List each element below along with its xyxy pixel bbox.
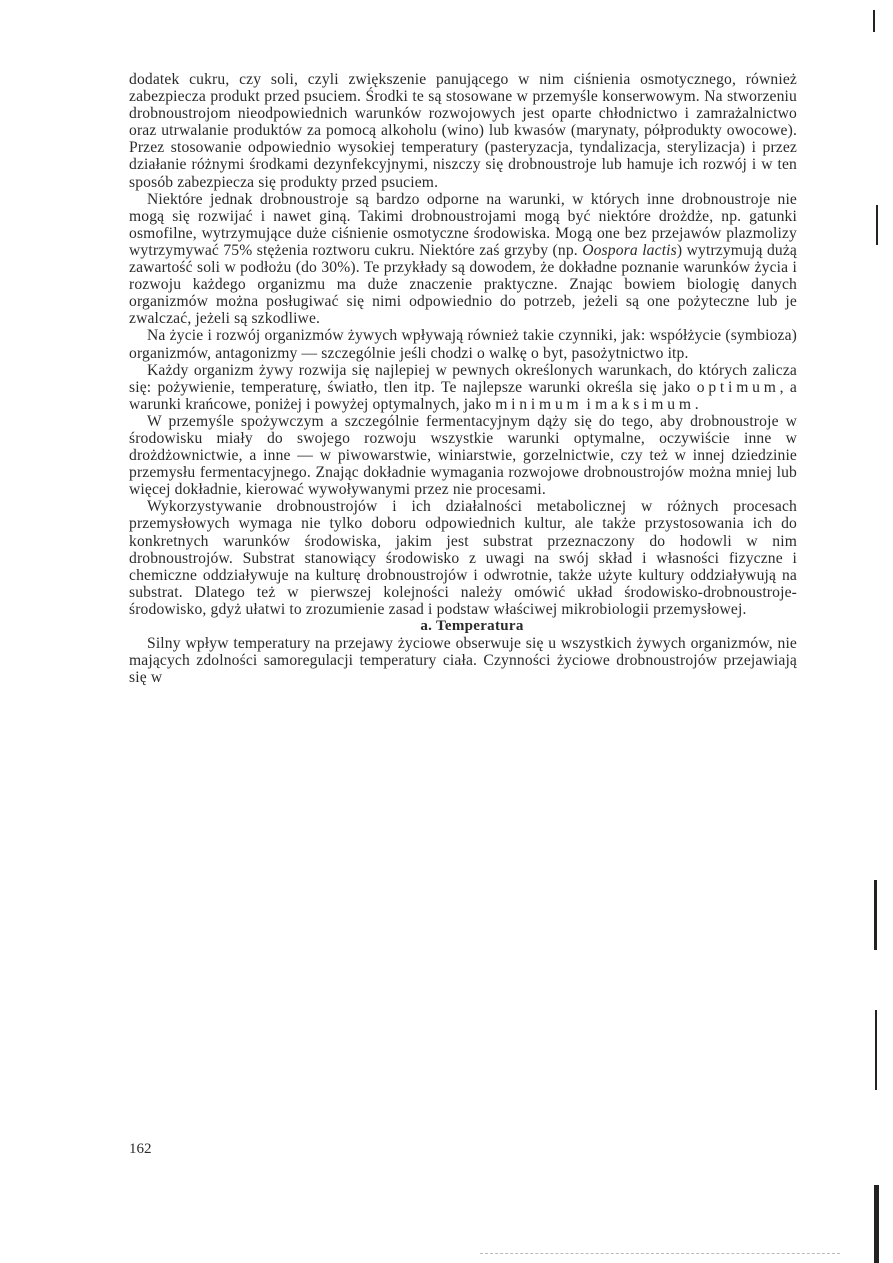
paragraph-2-text-a: Niektóre jednak drobnoustroje są bardzo odporne na warunki, w których inne drobnoustroje nie mogą się rozwijać i nawet giną. Takimi drobnoustrojami mogą być niektóre drożdże, np. gatunki osmofilne, wytrzymujące duże ciśnienie osmotyczne środowiska. Mogą one bez przejawów plazmolizy wytrzymywać 75% stężenia roztworu cukru. Niektóre zaś grzyby (np. — [129, 190, 797, 259]
scan-bottom-rule — [480, 1253, 840, 1255]
paragraph-4-end: . — [694, 395, 699, 413]
term-minimum: minimum — [495, 395, 583, 413]
species-name: Oospora lactis — [582, 241, 677, 259]
scan-edge-mark — [874, 1185, 879, 1263]
scan-edge-mark — [873, 10, 875, 32]
paragraph-6: Wykorzystywanie drobnoustrojów i ich działalności metabolicznej w różnych procesach przemysłowych wymaga nie tylko doboru odpowiednich kultur, ale także przystosowania ich do konkretnych warunków środowiska, jakim jest substrat przeznaczony do hodowli w nim drobnoustrojów. Substrat stanowiący środowisko z uwagi na swój skład i własności fizyczne i chemiczne oddziaływuje na kulturę drobnoustrojów i odwrotnie, także użyte kultury oddziaływują na substrat. Dlatego też w pierwszej kolejności należy omówić układ środowisko-drobnoustroje-środowisko, gdyż ułatwi to zrozumienie zasad i podstaw właściwej mikrobiologii przemysłowej. — [129, 498, 797, 618]
term-optimum: optimum — [696, 378, 780, 396]
paragraph-4 — [129, 362, 797, 413]
paragraph-5: W przemyśle spożywczym a szczególnie fermentacyjnym dąży się do tego, aby drobnoustroje w środowisku miały do swojego rozwoju wszystkie warunki optymalne, oczywiście inne w drożdżownictwie, a inne — w piwowarstwie, winiarstwie, gorzelnictwie, czy też w innej dziedzinie przemysłu fermentacyjnego. Znając dokładnie wymagania rozwojowe drobnoustrojów można mniej lub więcej dokładnie, kierować wywoływanymi przez nie procesami. — [129, 412, 797, 499]
paragraph-1: dodatek cukru, czy soli, czyli zwiększenie panującego w nim ciśnienia osmotycznego, również zabezpiecza produkt przed psuciem. Środki te są stosowane w przemyśle konserwowym. Na stworzeniu drobnoustrojom nieodpowiednich warunków rozwojowych jest oparte chłodnictwo i zamrażalnictwo oraz utrwalanie produktów za pomocą alkoholu (wino) lub kwasów (marynaty, półprodukty owocowe). Przez stosowanie odpowiednio wysokiej temperatury (pasteryzacja, tyndalizacja, sterylizacja) i przez działanie różnymi środkami dezynfekcyjnymi, niszczy się drobnoustroje lub hamuje ich rozwój i w ten sposób zabezpiecza się produkty przed psuciem. — [129, 71, 797, 191]
body-text — [129, 71, 797, 686]
scan-edge-mark — [875, 1010, 877, 1090]
term-maksimum: maksimum — [595, 395, 695, 413]
paragraph-4-text-b: , a warunki krańcowe, poniżej i powyżej optymalnych, jako — [129, 378, 797, 413]
paragraph-4-text-a: Każdy organizm żywy rozwija się najlepiej w pewnych określonych warunkach, do których zalicza się: pożywienie, temperaturę, światło, tlen itp. Te najlepsze warunki określa się jako — [129, 361, 797, 396]
section-heading: a. Temperatura — [420, 618, 524, 634]
page-number: 162 — [129, 1141, 152, 1157]
scan-edge-mark — [874, 880, 877, 950]
paragraph-4-conj: i — [582, 395, 596, 413]
paragraph-2 — [129, 191, 797, 328]
scan-edge-mark — [876, 205, 878, 245]
paragraph-2-text-b: ) wytrzymują dużą zawartość soli w podłożu (do 30%). Te przykłady są dowodem, że dokładne poznanie warunków życia i rozwoju każdego organizmu ma duże znaczenie praktyczne. Znając bowiem biologię danych organizmów można posługiwać się nimi odpowiednio do potrzeb, jeżeli są one pożyteczne lub je zwalczać, jeżeli są szkodliwe. — [129, 241, 797, 328]
paragraph-3: Na życie i rozwój organizmów żywych wpływają również takie czynniki, jak: współżycie (symbioza) organizmów, antagonizmy — szczególnie jeśli chodzi o walkę o byt, pasożytnictwo itp. — [129, 327, 797, 362]
closing-paragraph: Silny wpływ temperatury na przejawy życiowe obserwuje się u wszystkich żywych organizmów, nie mających zdolności samoregulacji temperatury ciała. Czynności życiowe drobnoustrojów przejawiają się w — [129, 635, 797, 687]
